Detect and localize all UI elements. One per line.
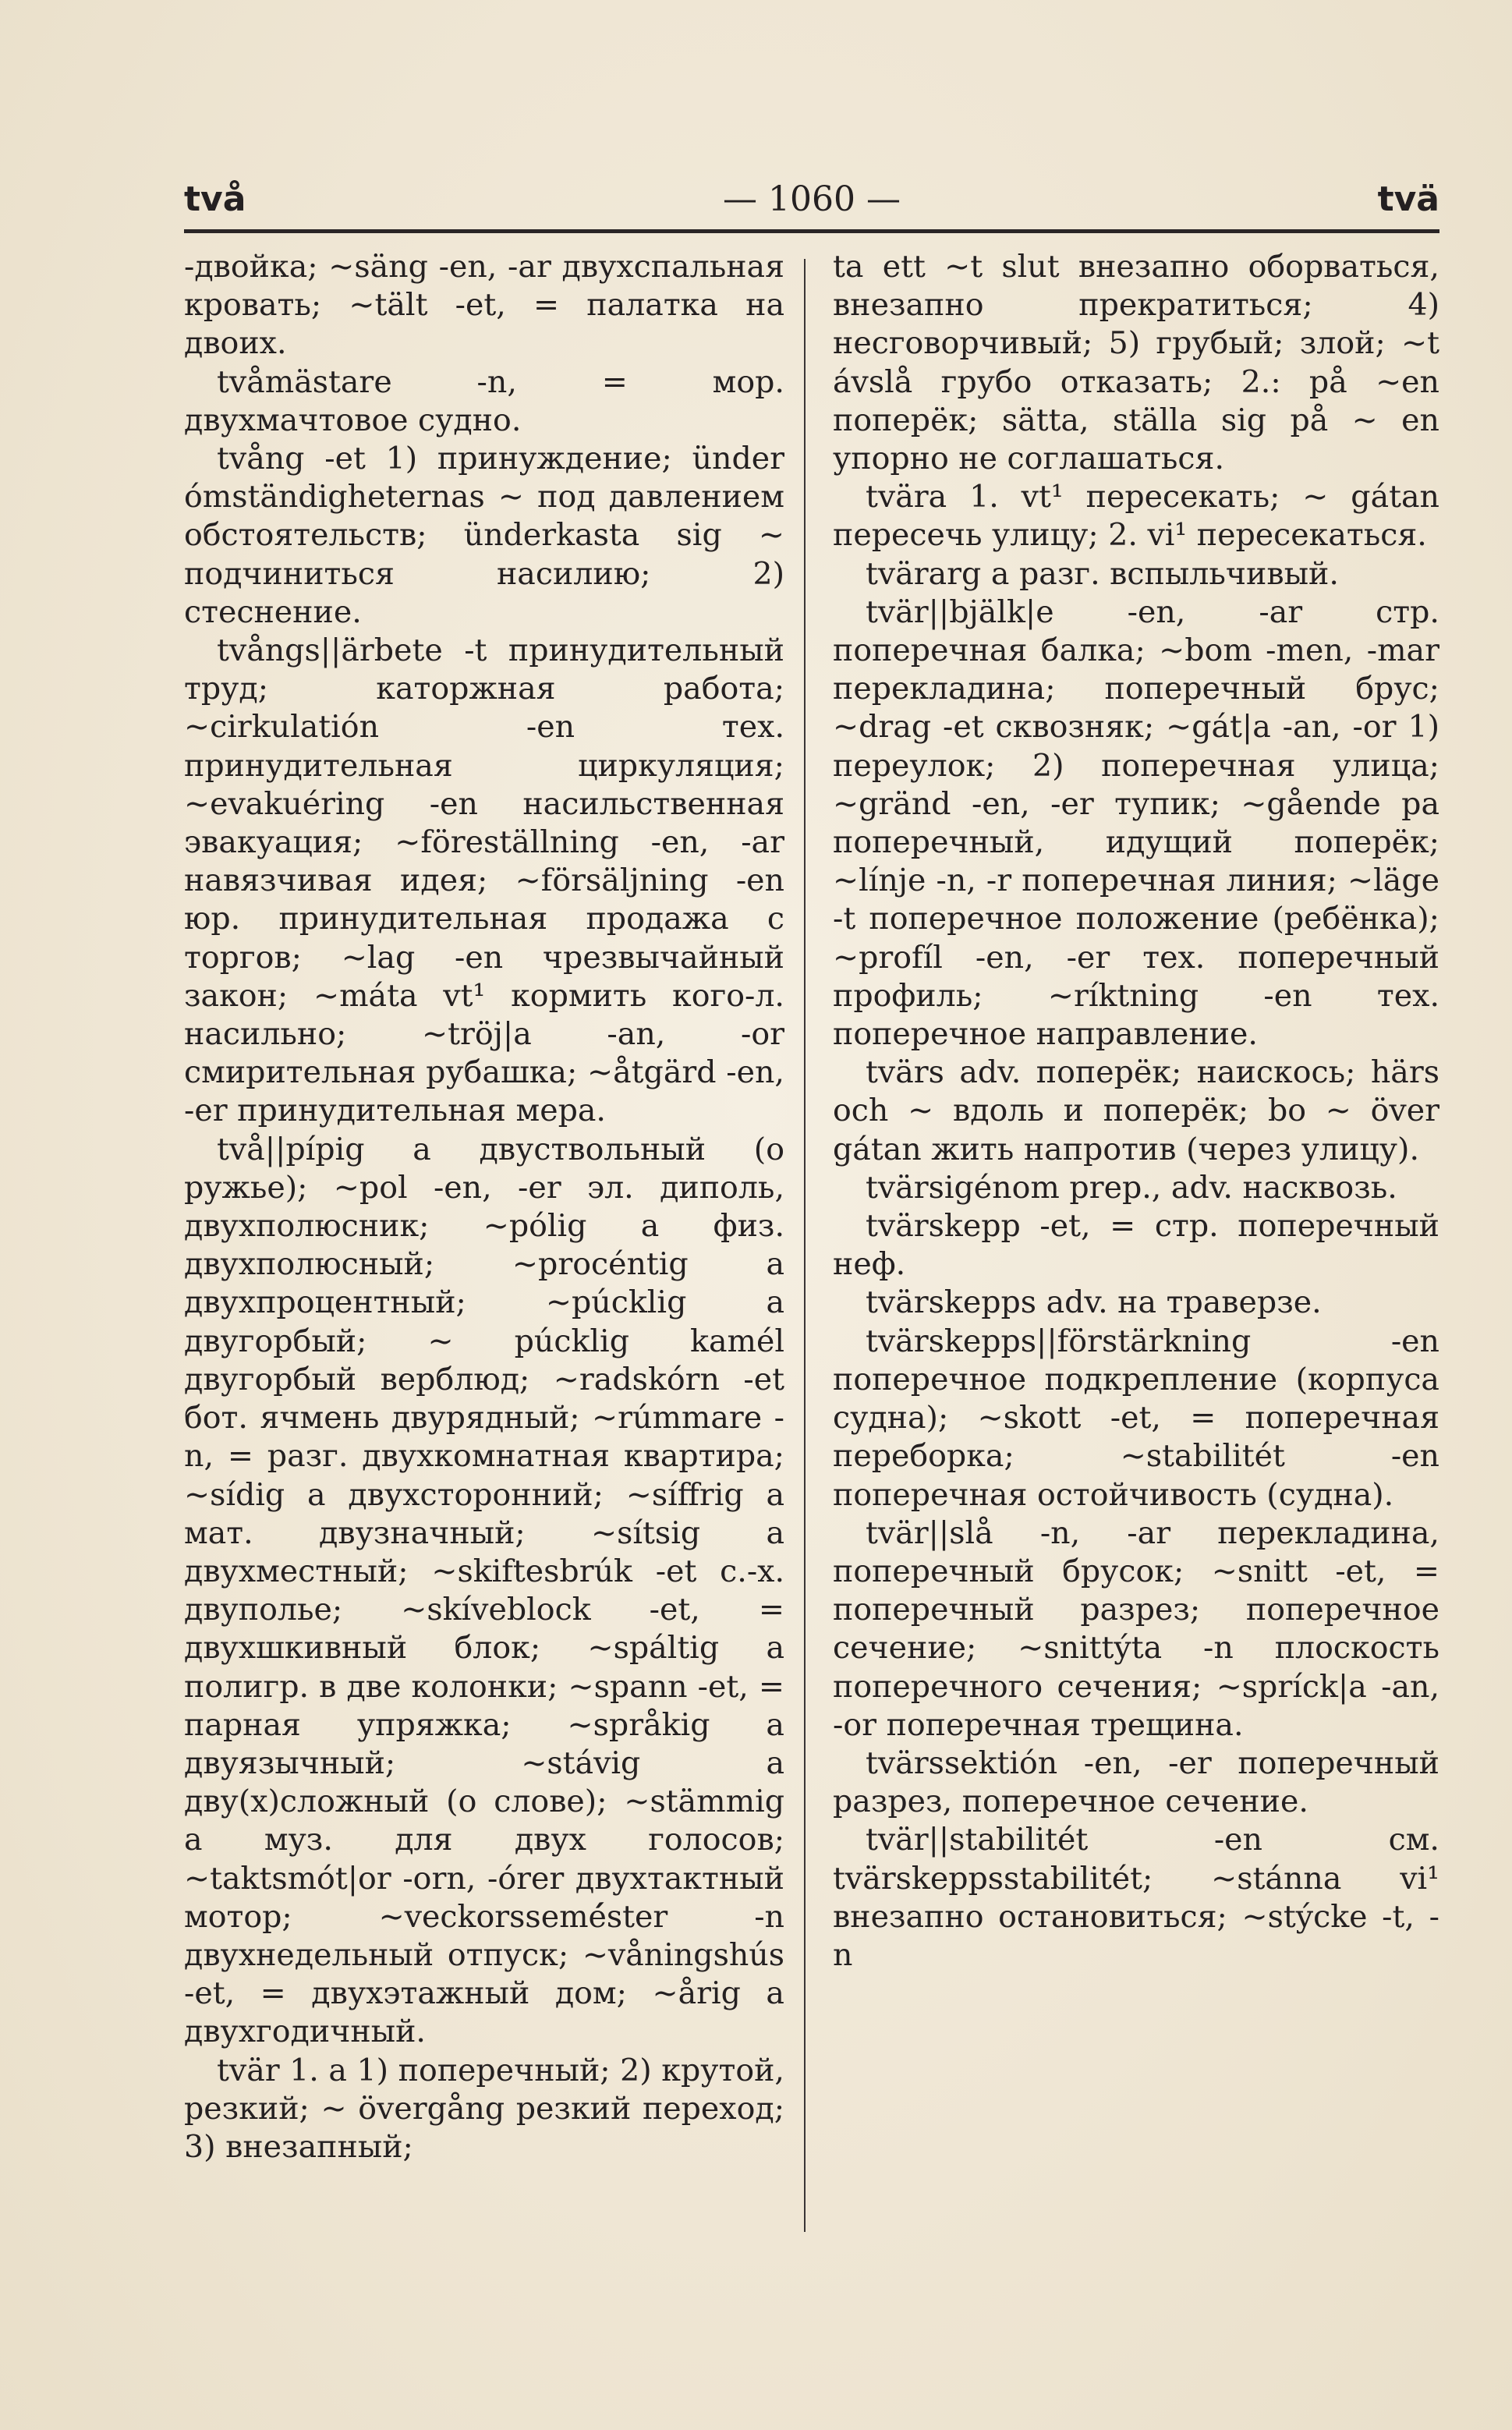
dictionary-entry: tvära 1. vt¹ пересекать; ~ gátan пересечь улицу; 2. vi¹ пересекаться. (833, 479, 1439, 554)
dictionary-entry: tvåmästare -n, = мор. двухмачтовое судно. (184, 363, 784, 438)
dictionary-entry: tvärsigénom prep., adv. насквозь. (866, 1169, 1397, 1206)
dictionary-entry: tvärssektión -en, -er поперечный разрез, поперечное сечение. (833, 1745, 1439, 1820)
header-left-guide-word: två (184, 179, 246, 219)
header-rule (184, 229, 1439, 233)
dictionary-entry: tvär||stabilitét -en см. tvärskeppsstabilitét; ~stánna vi¹ внезапно остановиться; ~stýcke -t, -n (833, 1822, 1439, 1973)
dictionary-entry: två||pípig a двуствольный (о ружье); ~pol -en, -er эл. диполь, двухполюсник; ~pólig a физ. двухполюсный; ~procéntig a двухпроцентный; ~púcklig a двугорбый; ~ púcklig kamél двугорбый верблюд; ~radskórn -et бот. ячмень двурядный; ~rúmmare -n, = разг. двухкомнатная квартира; ~sídig a двухсторонний; ~síffrig a мат. двузначный; ~sítsig a двухместный; ~skiftesbrúk -et с.-х. двуполье; ~skíveblock -et, = двухшкивный блок; ~spáltig a полигр. в две колонки; ~spann -et, = парная упряжка; ~språkig a двуязычный; ~stávig a дву(х)сложный (о слове); ~stämmig a муз. для двух голосов; ~taktsmót|or -orn, -órer двухтактный мотор; ~veckorssemé́ster -n двухнедельный отпуск; ~våningshús -et, = двухэтажный дом; ~årig a двухгодичный. (184, 1131, 784, 2050)
right-column (833, 248, 1439, 1975)
running-header (184, 176, 1439, 223)
dictionary-entry: tvång -et 1) принуждение; ünder ómständigheternas ~ под давлением обстоятельств; ünderkasta sig ~ подчиниться насилию; 2) стеснение. (184, 441, 784, 630)
left-column (184, 248, 784, 2166)
dictionary-entry: ta ett ~t slut внезапно оборваться, внезапно прекратиться; 4) несговорчивый; 5) грубый; злой; ~t ávslå грубо отказать; 2.: på ~en поперёк; sätta, ställa sig på ~ en упорно не соглашаться. (833, 249, 1439, 477)
dictionary-entry: -двойка; ~säng -en, -ar двухспальная кровать; ~tält -et, = палатка на двоих. (184, 249, 784, 362)
dictionary-entry: tvångs||ärbete -t принудительный труд; каторжная работа; ~cirkulatión -en тех. принудительная циркуляция; ~evakuéring -en насильственная эвакуация; ~föreställning -en, -ar навязчивая идея; ~försäljning -en юр. принудительная продажа с торгов; ~lag -en чрезвычайный закон; ~máta vt¹ кормить кого-л. насильно; ~tröj|a -an, -or смирительная рубашка; ~åtgärd -en, -er принудительная мера. (184, 632, 784, 1129)
dictionary-entry: tvär||slå -n, -ar перекладина, поперечный брусок; ~snitt -et, = поперечный разрез; поперечное сечение; ~snittýta -n плоскость поперечного сечения; ~spríck|a -an, -or поперечная трещина. (833, 1514, 1439, 1743)
header-right-guide-word: tvä (1377, 179, 1439, 219)
dictionary-entry: tvär||bjälk|e -en, -ar стр. поперечная балка; ~bom -men, -mar перекладина; поперечный брус; ~drag -et сквозняк; ~gát|a -an, -or 1) переулок; 2) поперечная улица; ~gränd -en, -er тупик; ~gående pa поперечный, идущий поперёк; ~línje -n, -r поперечная линия; ~läge -t поперечное положение (ребёнка); ~profíl -en, -er тех. поперечный профиль; ~ríktning -en тех. поперечное направление. (833, 593, 1439, 1053)
page-number: — 1060 — (723, 179, 901, 219)
dictionary-entry: tvärs adv. поперёк; наискось; härs och ~ вдоль и поперёк; bo ~ över gátan жить напротив (через улицу). (833, 1054, 1439, 1167)
column-divider (804, 259, 806, 2232)
dictionary-entry: tvärskepps||förstärkning -en поперечное подкрепление (корпуса судна); ~skott -et, = поперечная переборка; ~stabilitét -en поперечная остойчивость (судна). (833, 1323, 1439, 1513)
dictionary-entry: tvärarg a разг. вспыльчивый. (866, 555, 1339, 592)
dictionary-entry: tvär 1. a 1) поперечный; 2) крутой, резкий; ~ övergång резкий переход; 3) внезапный; (184, 2052, 784, 2165)
dictionary-entry: tvärskepp -et, = стр. поперечный неф. (833, 1208, 1439, 1283)
dictionary-entry: tvärskepps adv. на траверзе. (866, 1284, 1322, 1321)
